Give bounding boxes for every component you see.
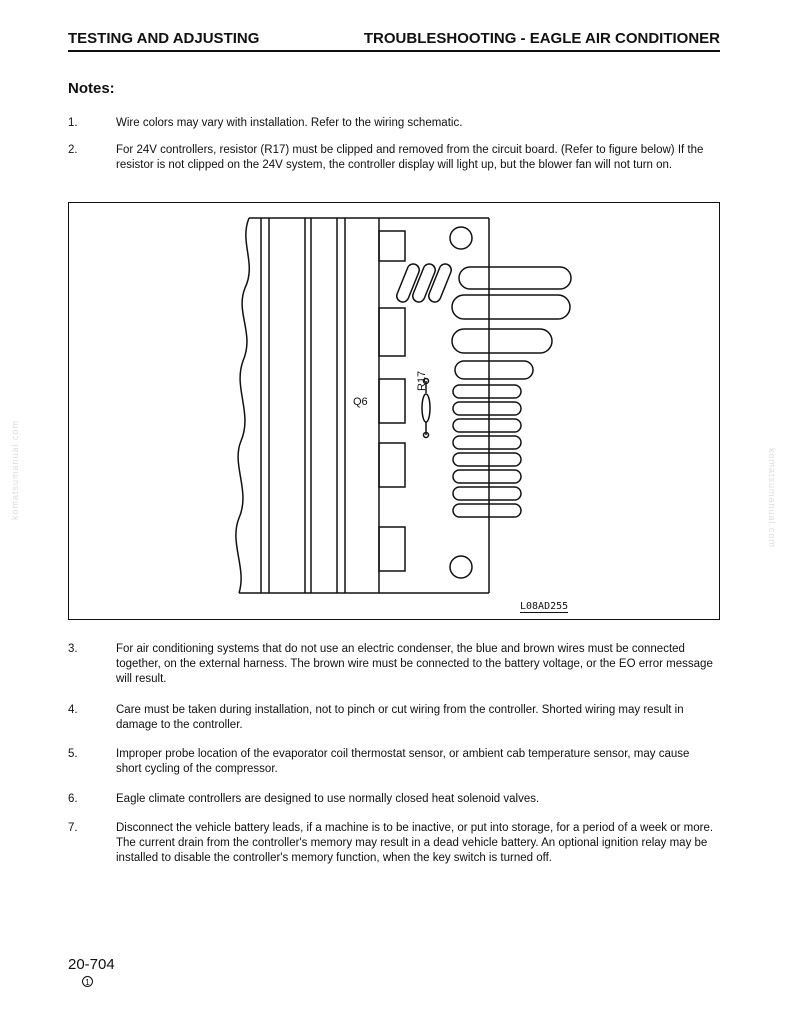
note-number: 4. bbox=[68, 704, 78, 716]
note-number: 3. bbox=[68, 643, 78, 655]
note-number: 5. bbox=[68, 748, 78, 760]
note-number: 7. bbox=[68, 822, 78, 834]
revision-mark: 1 bbox=[82, 976, 93, 987]
note-text: Disconnect the vehicle battery leads, if a machine is to be inactive, or put into storage, for a period of a week or more. The current drain from the controller's memory may result in a dead vehicle battery. An optional ignition relay may be installed to disable the controller's memory function, when the key switch is turned off. bbox=[116, 822, 714, 864]
figure-code: L08AD255 bbox=[520, 601, 569, 612]
header-topic-title: TROUBLESHOOTING - EAGLE AIR CONDITIONER bbox=[363, 30, 720, 47]
circuit-board-diagram bbox=[69, 203, 719, 619]
note-text: For 24V controllers, resistor (R17) must be clipped and removed from the circuit board. (Refer to figure below) If the resistor is not clipped on the 24V system, the controller display will light up, but the blower fan will not turn on. bbox=[116, 144, 704, 171]
header-section-title: TESTING AND ADJUSTING bbox=[68, 30, 260, 47]
page-header bbox=[68, 30, 720, 52]
watermark-left: komatsumanual.com bbox=[10, 419, 20, 520]
note-number: 1. bbox=[68, 117, 78, 129]
watermark-right: komatsumanual.com bbox=[767, 448, 777, 549]
note-number: 6. bbox=[68, 793, 78, 805]
note-text: Care must be taken during installation, not to pinch or cut wiring from the controller. Shorted wiring may result in damage to the controller. bbox=[116, 704, 684, 731]
note-text: Wire colors may vary with installation. Refer to the wiring schematic. bbox=[116, 117, 463, 129]
circuit-board-figure bbox=[68, 202, 720, 620]
notes-title: Notes: bbox=[68, 80, 115, 97]
note-text: For air conditioning systems that do not use an electric condenser, the blue and brown wires must be connected together, on the external harness. The brown wire must be connected to the battery voltage, or the EO error message will result. bbox=[116, 643, 713, 685]
note-number: 2. bbox=[68, 144, 78, 156]
page-number: 20-704 bbox=[68, 956, 115, 973]
r17-label: R17 bbox=[416, 370, 428, 391]
q6-label: Q6 bbox=[353, 396, 368, 408]
note-text: Eagle climate controllers are designed to use normally closed heat solenoid valves. bbox=[116, 793, 540, 805]
note-text: Improper probe location of the evaporator coil thermostat sensor, or ambient cab temperature sensor, may cause short cycling of the compressor. bbox=[116, 748, 690, 775]
